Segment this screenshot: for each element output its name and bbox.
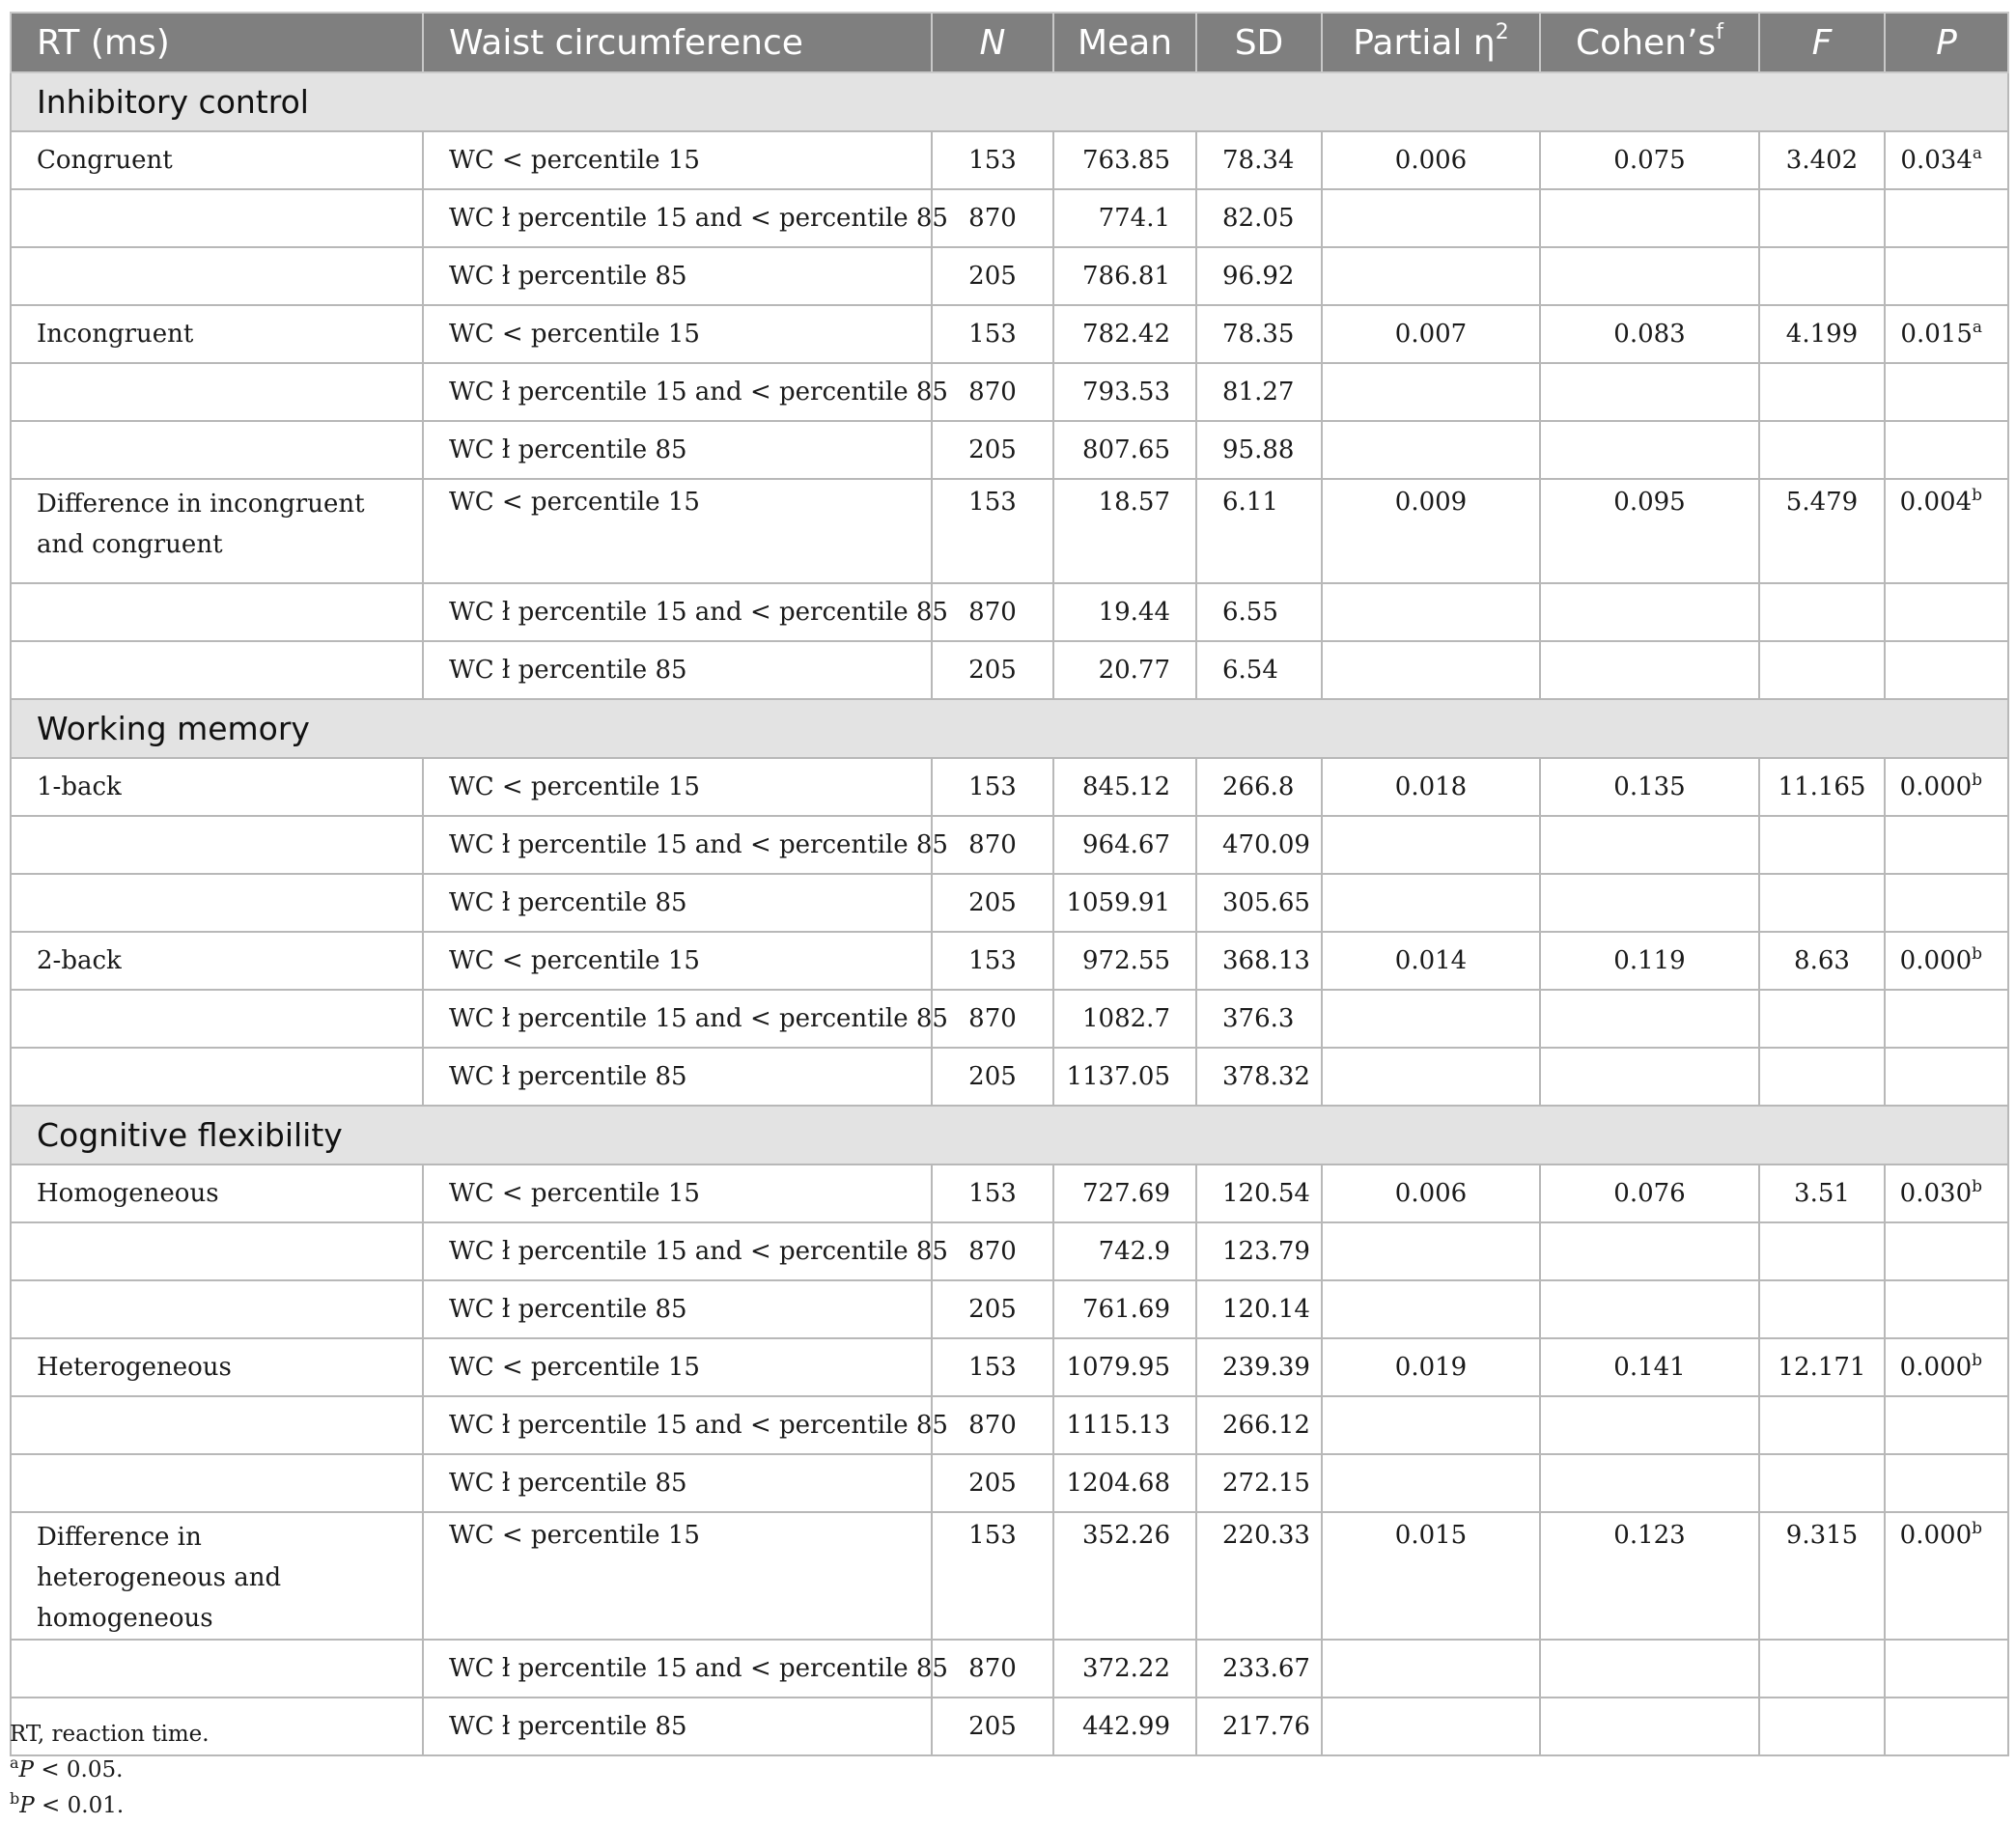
partial-eta-cell [1322,363,1540,421]
partial-eta-cell [1322,189,1540,247]
waist-circumference-cell: WC < percentile 15 [423,1338,932,1396]
cohens-f-cell [1540,247,1759,305]
p-cell [1885,247,2008,305]
cohens-f-cell: 0.076 [1540,1165,1759,1222]
sd-cell: 266.8 [1196,758,1322,816]
partial-eta-cell [1322,641,1540,699]
footnote-b [10,1788,210,1824]
footnote-b-marker: b [10,1789,20,1808]
sd-cell: 272.15 [1196,1454,1322,1512]
measure-label [11,1640,423,1698]
measure-label: 1-back [11,758,423,816]
p-cell [1885,816,2008,874]
f-cell [1759,1280,1885,1338]
mean-cell: 807.65 [1053,421,1196,479]
sd-cell: 6.54 [1196,641,1322,699]
f-cell: 3.51 [1759,1165,1885,1222]
n-cell: 870 [932,189,1053,247]
section-row [11,699,2008,758]
footnote-a-text: < 0.05. [34,1757,124,1782]
partial-eta-cell [1322,1454,1540,1512]
table-row [11,189,2008,247]
sd-cell: 233.67 [1196,1640,1322,1698]
table-row [11,421,2008,479]
f-cell [1759,1640,1885,1698]
mean-cell: 442.99 [1053,1698,1196,1755]
measure-label: 2-back [11,932,423,990]
table-row [11,247,2008,305]
sd-cell: 368.13 [1196,932,1322,990]
section-title: Working memory [11,699,2008,758]
mean-cell: 1079.95 [1053,1338,1196,1396]
partial-eta-cell: 0.006 [1322,131,1540,189]
header-mean: Mean [1053,13,1196,72]
cohens-f-cell: 0.119 [1540,932,1759,990]
p-cell [1885,1048,2008,1106]
f-cell [1759,1222,1885,1280]
measure-label [11,247,423,305]
cohens-f-cell [1540,1454,1759,1512]
cohens-f-cell [1540,990,1759,1048]
footnote-b-text: < 0.01. [34,1793,125,1818]
mean-cell: 763.85 [1053,131,1196,189]
cohens-f-cell [1540,641,1759,699]
sd-cell: 470.09 [1196,816,1322,874]
measure-label [11,1048,423,1106]
f-cell: 3.402 [1759,131,1885,189]
partial-eta-cell: 0.015 [1322,1512,1540,1640]
waist-circumference-cell: WC ł percentile 15 and < percentile 85 [423,1396,932,1454]
n-cell: 153 [932,758,1053,816]
mean-cell: 782.42 [1053,305,1196,363]
sd-cell: 376.3 [1196,990,1322,1048]
cohens-f-cell [1540,189,1759,247]
n-cell: 153 [932,131,1053,189]
p-footnote-marker: b [1972,944,1982,964]
mean-cell: 1059.91 [1053,874,1196,932]
header-partial-eta [1322,13,1540,72]
measure-label [11,1222,423,1280]
measure-label [11,990,423,1048]
measure-label: Heterogeneous [11,1338,423,1396]
header-row [11,13,2008,72]
mean-cell: 786.81 [1053,247,1196,305]
n-cell: 205 [932,1698,1053,1755]
partial-eta-cell [1322,874,1540,932]
f-cell [1759,1396,1885,1454]
partial-eta-cell [1322,421,1540,479]
p-footnote-marker: a [1972,144,1982,163]
table-row [11,1396,2008,1454]
p-value: 0.030 [1899,1179,1973,1208]
header-cohens-sup: f [1716,19,1723,44]
p-footnote-marker: b [1972,1177,1982,1196]
p-cell [1885,1396,2008,1454]
table-row [11,1222,2008,1280]
cohens-f-cell [1540,363,1759,421]
partial-eta-cell [1322,1396,1540,1454]
partial-eta-cell: 0.007 [1322,305,1540,363]
waist-circumference-cell: WC < percentile 15 [423,1165,932,1222]
n-cell: 205 [932,1280,1053,1338]
partial-eta-cell [1322,1222,1540,1280]
sd-cell: 220.33 [1196,1512,1322,1640]
n-cell: 205 [932,1454,1053,1512]
p-value: 0.004 [1899,488,1973,517]
p-footnote-marker: b [1972,1519,1982,1538]
measure-label [11,874,423,932]
table-row [11,874,2008,932]
p-cell [1885,1338,2008,1396]
p-value: 0.000 [1899,1353,1973,1382]
cohens-f-cell [1540,874,1759,932]
cohens-f-cell [1540,1698,1759,1755]
table-row [11,816,2008,874]
partial-eta-cell [1322,1698,1540,1755]
f-cell: 12.171 [1759,1338,1885,1396]
waist-circumference-cell: WC ł percentile 85 [423,1698,932,1755]
p-value: 0.000 [1899,1521,1973,1550]
table-row [11,305,2008,363]
section-row [11,72,2008,131]
mean-cell: 845.12 [1053,758,1196,816]
p-cell [1885,1512,2008,1640]
mean-cell: 761.69 [1053,1280,1196,1338]
header-cohens-label: Cohen’s [1576,22,1717,63]
p-cell [1885,758,2008,816]
f-cell [1759,189,1885,247]
mean-cell: 1137.05 [1053,1048,1196,1106]
p-value: 0.015 [1900,320,1973,349]
sd-cell: 6.55 [1196,583,1322,641]
cohens-f-cell [1540,1396,1759,1454]
waist-circumference-cell: WC ł percentile 15 and < percentile 85 [423,816,932,874]
measure-label [11,1396,423,1454]
table-row [11,1698,2008,1755]
table-row [11,1338,2008,1396]
mean-cell: 964.67 [1053,816,1196,874]
n-cell: 870 [932,816,1053,874]
mean-cell: 742.9 [1053,1222,1196,1280]
p-footnote-marker: b [1972,486,1982,505]
f-cell [1759,874,1885,932]
cohens-f-cell: 0.135 [1540,758,1759,816]
section-title: Cognitive flexibility [11,1106,2008,1165]
n-cell: 153 [932,1512,1053,1640]
waist-circumference-cell: WC ł percentile 85 [423,1280,932,1338]
f-cell [1759,583,1885,641]
p-cell [1885,583,2008,641]
cohens-f-cell: 0.141 [1540,1338,1759,1396]
p-cell [1885,189,2008,247]
table-row [11,1512,2008,1640]
mean-cell: 1204.68 [1053,1454,1196,1512]
header-rt: RT (ms) [11,13,423,72]
p-cell [1885,1222,2008,1280]
waist-circumference-cell: WC ł percentile 15 and < percentile 85 [423,990,932,1048]
results-table [10,12,2009,1756]
sd-cell: 6.11 [1196,479,1322,583]
p-cell [1885,1454,2008,1512]
sd-cell: 123.79 [1196,1222,1322,1280]
header-cohens-f [1540,13,1759,72]
n-cell: 870 [932,990,1053,1048]
partial-eta-cell [1322,816,1540,874]
p-cell [1885,990,2008,1048]
mean-cell: 18.57 [1053,479,1196,583]
header-n: N [932,13,1053,72]
p-cell [1885,641,2008,699]
partial-eta-cell: 0.009 [1322,479,1540,583]
table-row [11,1048,2008,1106]
measure-label: Difference in incongruent and congruent [11,479,423,583]
cohens-f-cell: 0.095 [1540,479,1759,583]
sd-cell: 305.65 [1196,874,1322,932]
waist-circumference-cell: WC ł percentile 85 [423,247,932,305]
n-cell: 153 [932,1165,1053,1222]
cohens-f-cell: 0.083 [1540,305,1759,363]
sd-cell: 217.76 [1196,1698,1322,1755]
sd-cell: 95.88 [1196,421,1322,479]
measure-label [11,189,423,247]
table-row [11,990,2008,1048]
f-cell [1759,363,1885,421]
header-waist-circumference: Waist circumference [423,13,932,72]
section-title: Inhibitory control [11,72,2008,131]
n-cell: 870 [932,1222,1053,1280]
header-f: F [1759,13,1885,72]
table-footnotes [10,1717,210,1824]
cohens-f-cell [1540,1280,1759,1338]
measure-label: Homogeneous [11,1165,423,1222]
p-cell [1885,1698,2008,1755]
footnote-rt: RT, reaction time. [10,1722,210,1747]
n-cell: 205 [932,874,1053,932]
waist-circumference-cell: WC ł percentile 85 [423,1048,932,1106]
measure-label [11,816,423,874]
partial-eta-cell [1322,247,1540,305]
measure-label [11,421,423,479]
table-row [11,131,2008,189]
header-sd: SD [1196,13,1322,72]
table-row [11,363,2008,421]
waist-circumference-cell: WC ł percentile 15 and < percentile 85 [423,363,932,421]
partial-eta-cell: 0.018 [1322,758,1540,816]
cohens-f-cell [1540,421,1759,479]
section-row [11,1106,2008,1165]
f-cell [1759,1698,1885,1755]
sd-cell: 266.12 [1196,1396,1322,1454]
n-cell: 870 [932,1640,1053,1698]
p-cell [1885,932,2008,990]
sd-cell: 239.39 [1196,1338,1322,1396]
waist-circumference-cell: WC < percentile 15 [423,131,932,189]
cohens-f-cell [1540,1048,1759,1106]
n-cell: 870 [932,1396,1053,1454]
n-cell: 153 [932,305,1053,363]
cohens-f-cell [1540,1640,1759,1698]
p-cell [1885,1165,2008,1222]
n-cell: 205 [932,247,1053,305]
p-cell [1885,874,2008,932]
mean-cell: 352.26 [1053,1512,1196,1640]
mean-cell: 972.55 [1053,932,1196,990]
p-cell [1885,479,2008,583]
f-cell: 4.199 [1759,305,1885,363]
measure-label [11,363,423,421]
waist-circumference-cell: WC ł percentile 15 and < percentile 85 [423,583,932,641]
measure-label: Congruent [11,131,423,189]
waist-circumference-cell: WC ł percentile 85 [423,421,932,479]
f-cell [1759,641,1885,699]
cohens-f-cell [1540,583,1759,641]
waist-circumference-cell: WC ł percentile 85 [423,874,932,932]
mean-cell: 1082.7 [1053,990,1196,1048]
n-cell: 205 [932,641,1053,699]
p-value: 0.000 [1899,772,1973,801]
header-p: P [1885,13,2008,72]
f-cell [1759,816,1885,874]
n-cell: 153 [932,479,1053,583]
mean-cell: 793.53 [1053,363,1196,421]
mean-cell: 774.1 [1053,189,1196,247]
partial-eta-cell [1322,1640,1540,1698]
table-row [11,758,2008,816]
p-footnote-marker: b [1972,771,1982,790]
f-cell: 11.165 [1759,758,1885,816]
sd-cell: 78.34 [1196,131,1322,189]
p-cell [1885,421,2008,479]
measure-label [11,583,423,641]
f-cell [1759,990,1885,1048]
measure-label [11,641,423,699]
p-cell [1885,1640,2008,1698]
f-cell [1759,1048,1885,1106]
mean-cell: 19.44 [1053,583,1196,641]
f-cell [1759,1454,1885,1512]
table-row [11,1280,2008,1338]
measure-label [11,1454,423,1512]
table-row [11,479,2008,583]
sd-cell: 378.32 [1196,1048,1322,1106]
waist-circumference-cell: WC ł percentile 15 and < percentile 85 [423,1222,932,1280]
measure-label [11,1280,423,1338]
table-body [11,72,2008,1755]
partial-eta-cell [1322,1280,1540,1338]
table-row [11,932,2008,990]
sd-cell: 120.54 [1196,1165,1322,1222]
f-cell [1759,247,1885,305]
n-cell: 870 [932,583,1053,641]
header-partial-eta-label: Partial η [1353,22,1496,63]
footnote-a-symbol: P [18,1757,35,1782]
n-cell: 205 [932,1048,1053,1106]
waist-circumference-cell: WC ł percentile 15 and < percentile 85 [423,189,932,247]
partial-eta-cell: 0.006 [1322,1165,1540,1222]
sd-cell: 78.35 [1196,305,1322,363]
waist-circumference-cell: WC < percentile 15 [423,1512,932,1640]
table-header [11,13,2008,72]
partial-eta-cell [1322,1048,1540,1106]
n-cell: 153 [932,1338,1053,1396]
footnote-a-marker: a [10,1754,19,1772]
partial-eta-cell: 0.019 [1322,1338,1540,1396]
table-row [11,583,2008,641]
partial-eta-cell: 0.014 [1322,932,1540,990]
waist-circumference-cell: WC ł percentile 85 [423,641,932,699]
p-value: 0.034 [1900,146,1973,175]
waist-circumference-cell: WC < percentile 15 [423,758,932,816]
mean-cell: 727.69 [1053,1165,1196,1222]
header-partial-eta-sup: 2 [1495,19,1509,44]
results-table-container [10,12,2007,1756]
cohens-f-cell: 0.075 [1540,131,1759,189]
n-cell: 205 [932,421,1053,479]
f-cell: 5.479 [1759,479,1885,583]
waist-circumference-cell: WC ł percentile 15 and < percentile 85 [423,1640,932,1698]
measure-label: Difference in heterogeneous and homogeneous [11,1512,423,1640]
n-cell: 153 [932,932,1053,990]
mean-cell: 1115.13 [1053,1396,1196,1454]
waist-circumference-cell: WC ł percentile 85 [423,1454,932,1512]
table-row [11,641,2008,699]
sd-cell: 81.27 [1196,363,1322,421]
cohens-f-cell: 0.123 [1540,1512,1759,1640]
table-row [11,1165,2008,1222]
waist-circumference-cell: WC < percentile 15 [423,305,932,363]
partial-eta-cell [1322,583,1540,641]
f-cell [1759,421,1885,479]
mean-cell: 372.22 [1053,1640,1196,1698]
f-cell: 9.315 [1759,1512,1885,1640]
footnote-b-symbol: P [19,1793,35,1818]
sd-cell: 82.05 [1196,189,1322,247]
sd-cell: 120.14 [1196,1280,1322,1338]
p-cell [1885,363,2008,421]
cohens-f-cell [1540,816,1759,874]
p-footnote-marker: a [1972,318,1982,337]
n-cell: 870 [932,363,1053,421]
f-cell: 8.63 [1759,932,1885,990]
sd-cell: 96.92 [1196,247,1322,305]
footnote-a [10,1753,210,1788]
waist-circumference-cell: WC < percentile 15 [423,479,932,583]
mean-cell: 20.77 [1053,641,1196,699]
p-cell [1885,305,2008,363]
table-row [11,1454,2008,1512]
partial-eta-cell [1322,990,1540,1048]
p-cell [1885,1280,2008,1338]
p-value: 0.000 [1899,946,1973,975]
table-row [11,1640,2008,1698]
cohens-f-cell [1540,1222,1759,1280]
p-cell [1885,131,2008,189]
p-footnote-marker: b [1972,1351,1982,1370]
measure-label: Incongruent [11,305,423,363]
waist-circumference-cell: WC < percentile 15 [423,932,932,990]
